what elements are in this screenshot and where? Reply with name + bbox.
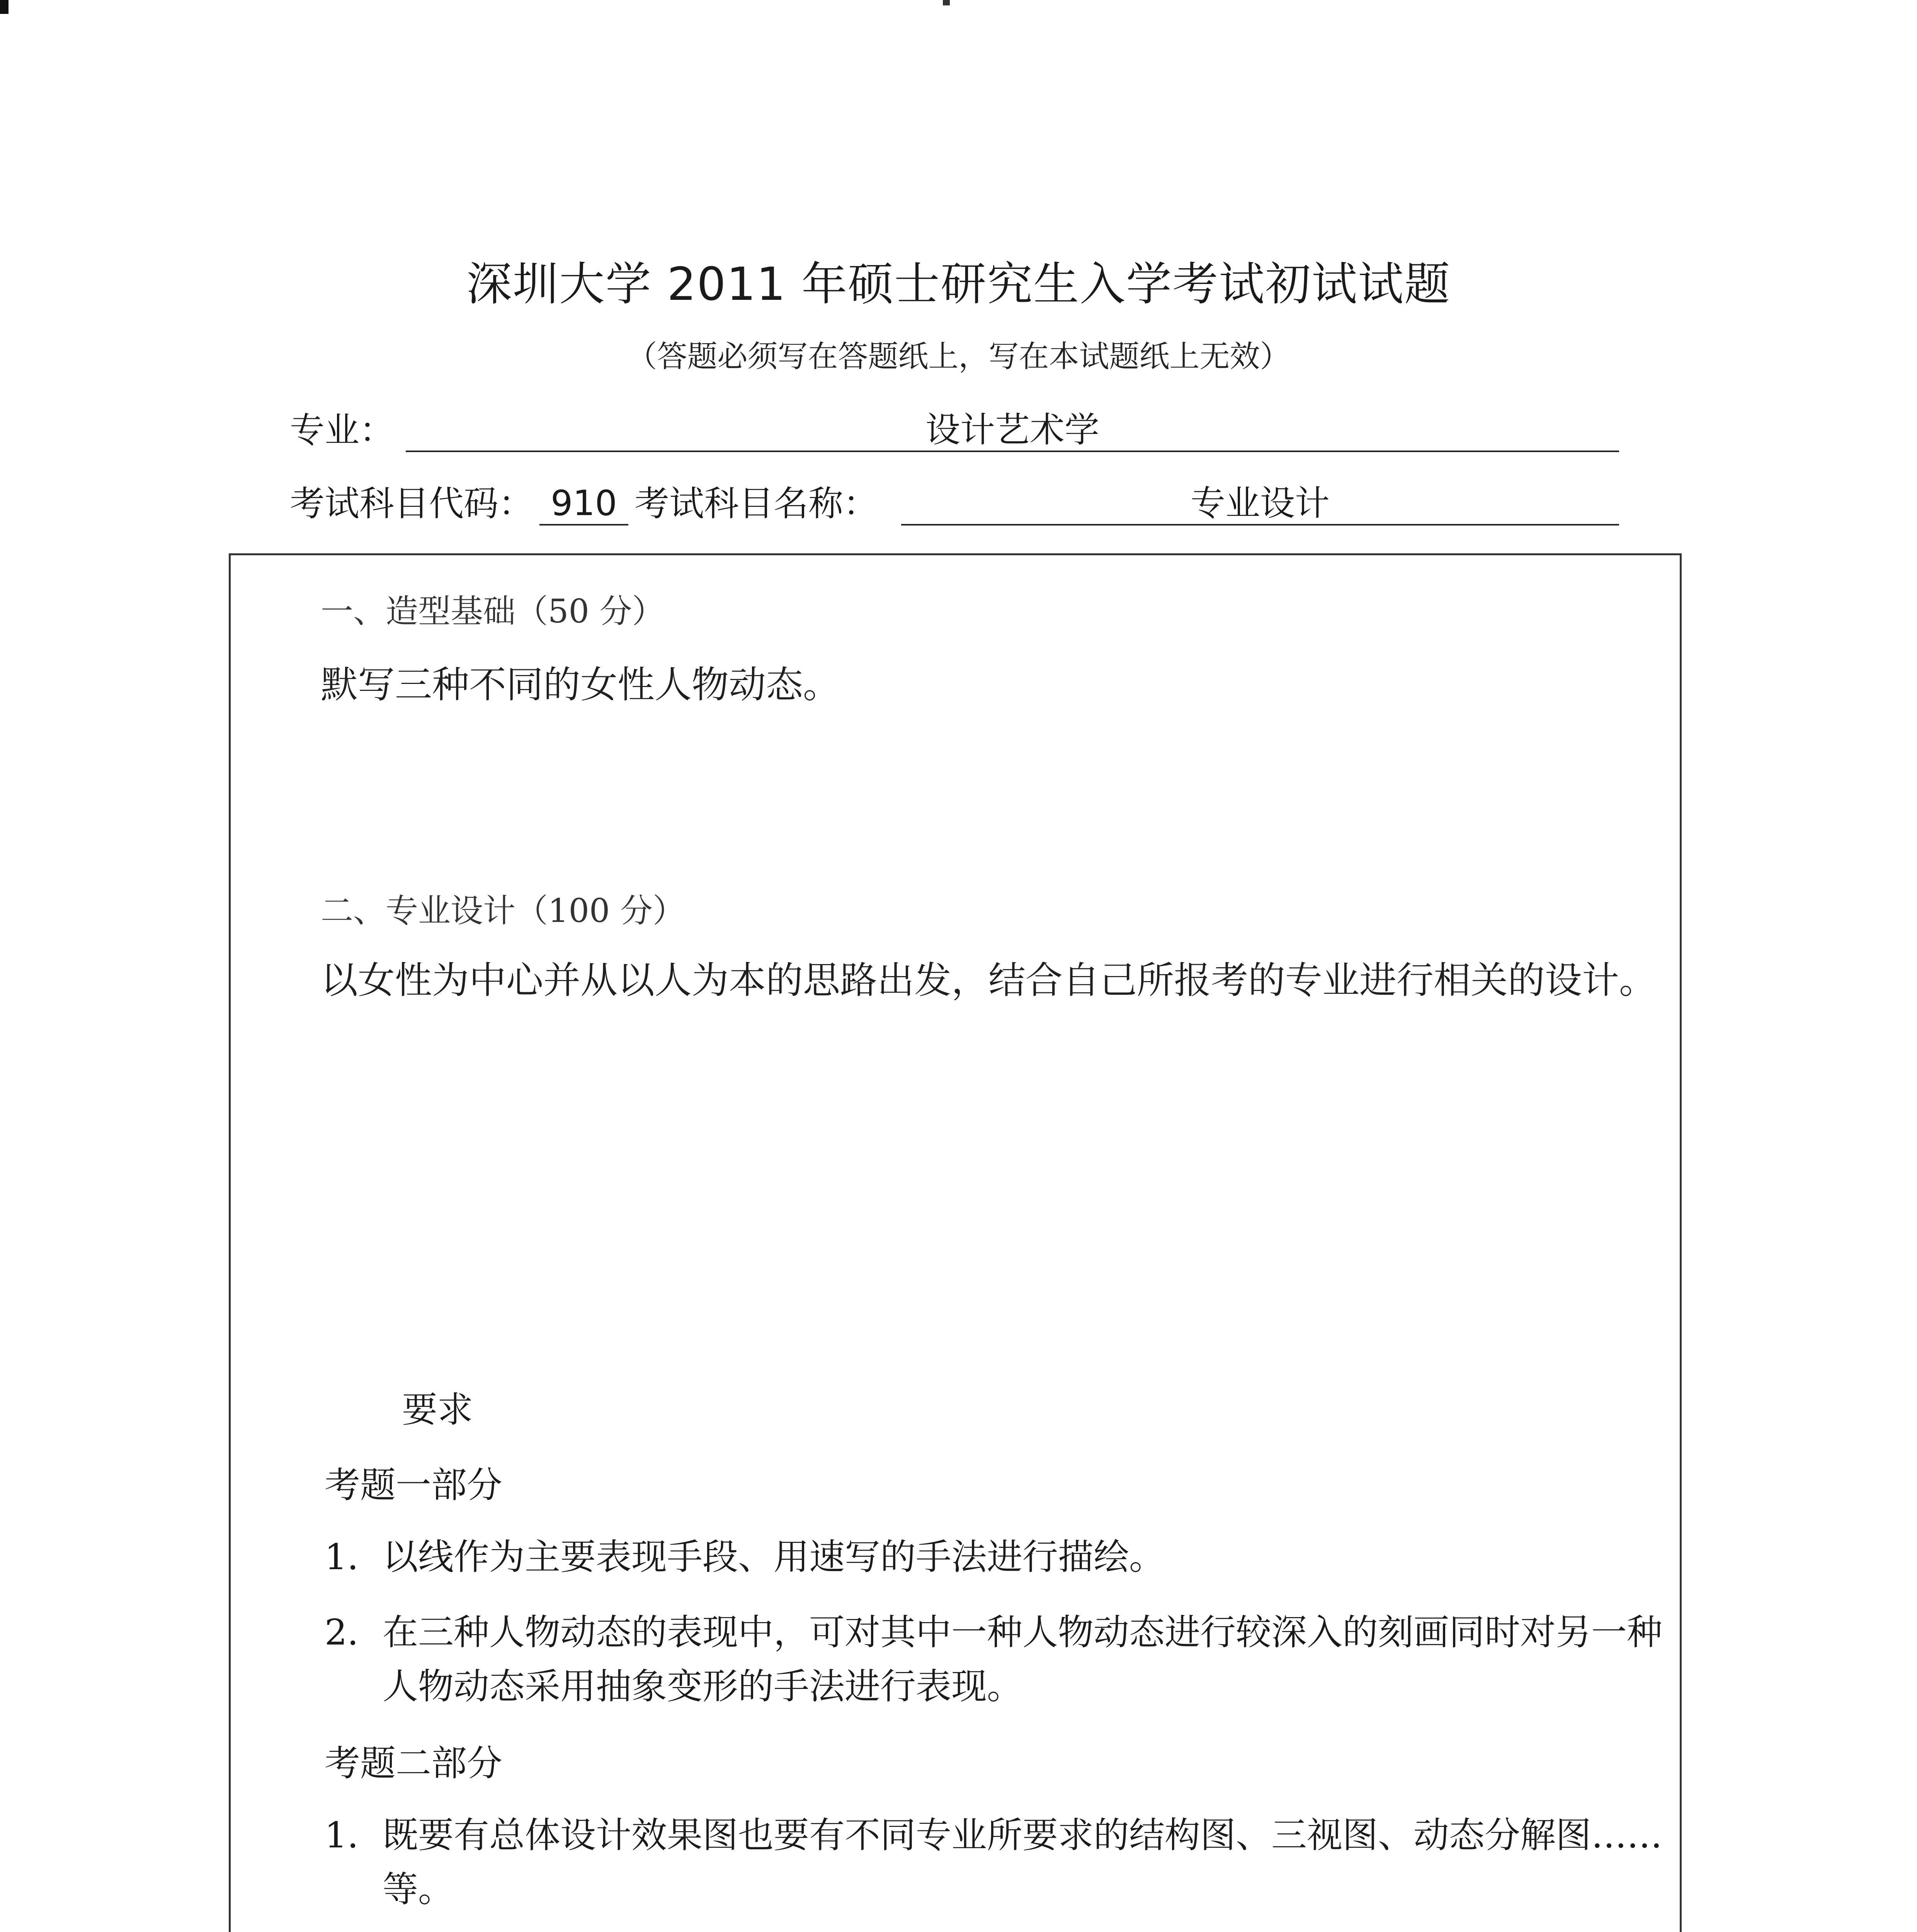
question-2-body: 以女性为中心并从以人为本的思路出发，结合自己所报考的专业进行相关的设计。	[321, 959, 1656, 1002]
major-value: 设计艺术学	[406, 411, 1619, 452]
item-number: 1.	[325, 1815, 359, 1856]
item-text: 以线作为主要表现手段、用速写的手法进行描绘。	[383, 1536, 1165, 1578]
subject-code-value: 910	[539, 484, 628, 526]
question-2-heading: 二、专业设计（100 分）	[321, 892, 685, 930]
item-number: 1.	[325, 1536, 359, 1578]
item-text: 既要有总体设计效果图也要有不同专业所要求的结构图、三视图、动态分解图……等。	[383, 1815, 1663, 1910]
part-2-title: 考题二部分	[325, 1743, 503, 1784]
part-1-item	[325, 1605, 1665, 1714]
item-text	[383, 1930, 1665, 1932]
part-2-item	[325, 1930, 1665, 1932]
subject-code-label: 考试科目代码：	[290, 483, 533, 524]
question-1-body: 默写三种不同的女性人物动态。	[321, 663, 840, 706]
subject-name-label: 考试科目名称：	[634, 483, 878, 524]
major-row	[290, 402, 1619, 452]
requirements-title: 要求	[402, 1389, 473, 1430]
exam-instruction: （答题必须写在答题纸上，写在本试题纸上无效）	[627, 339, 1290, 374]
question-box	[229, 553, 1682, 1932]
part-1-title: 考题一部分	[325, 1464, 503, 1506]
part-1-item	[325, 1530, 1665, 1584]
subject-name-value: 专业设计	[901, 484, 1619, 526]
scan-edge-dot	[943, 0, 950, 5]
major-label: 专业：	[290, 410, 394, 451]
item-number: 2.	[325, 1612, 359, 1653]
part-2-item	[325, 1808, 1665, 1917]
item-number	[325, 1930, 383, 1932]
item-text: 在三种人物动态的表现中，可对其中一种人物动态进行较深入的刻画同时对另一种人物动态采用抽象变形的手法进行表现。	[383, 1612, 1663, 1707]
exam-title: 深圳大学 2011 年硕士研究生入学考试初试试题	[466, 257, 1451, 311]
subject-row	[290, 475, 1619, 526]
question-1-heading: 一、造型基础（50 分）	[321, 592, 665, 630]
scan-edge-mark	[0, 0, 9, 14]
